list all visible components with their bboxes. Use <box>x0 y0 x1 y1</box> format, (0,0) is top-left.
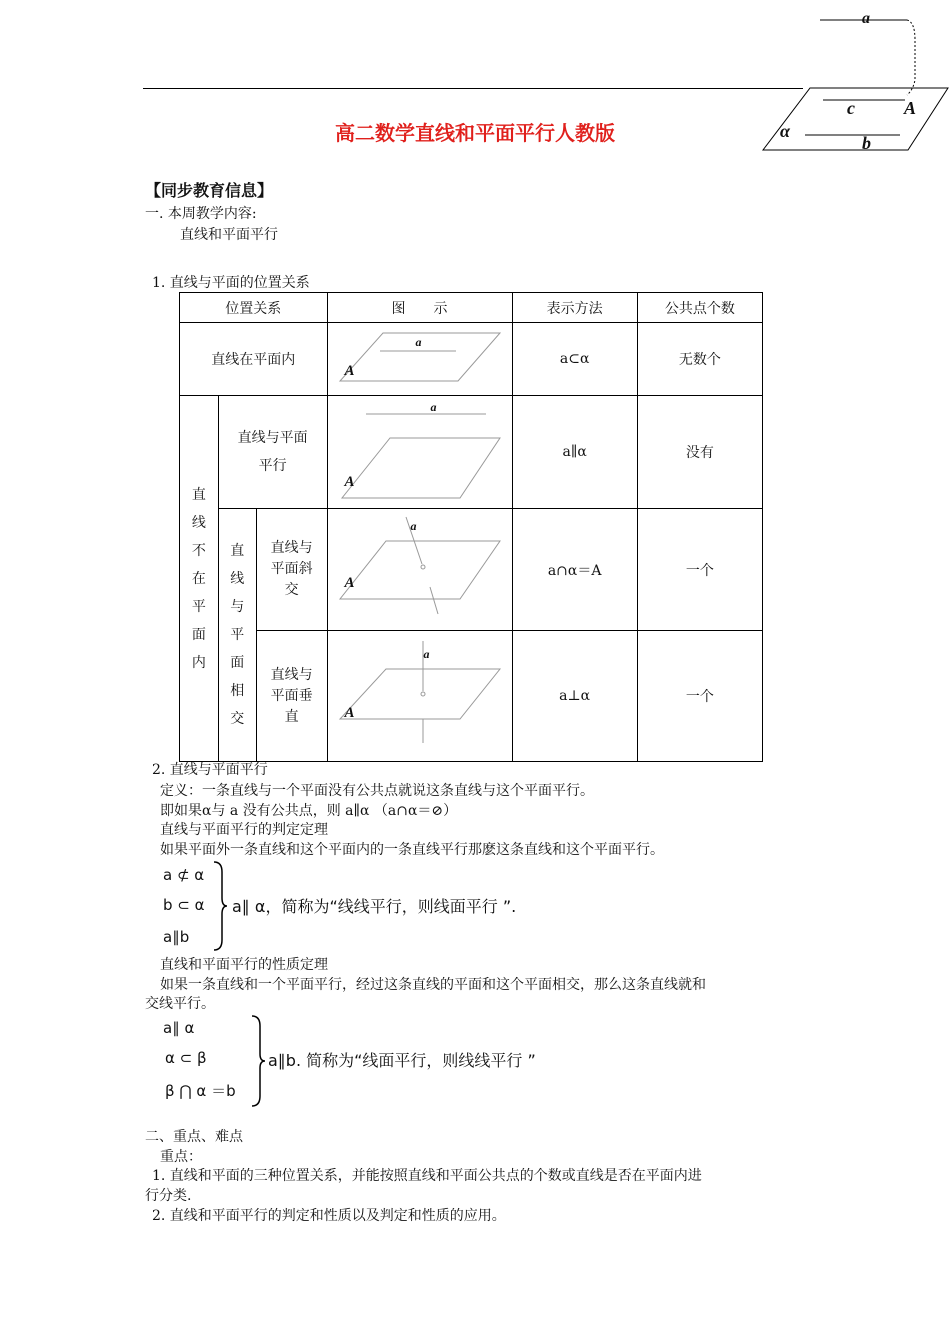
judgement-formula-line3: a∥b <box>163 928 190 946</box>
header-rule <box>143 88 803 89</box>
header-count: 公共点个数 <box>637 293 762 323</box>
figure-cell <box>327 631 512 762</box>
part2-point1-b: 行分类. <box>145 1188 192 1204</box>
property-brace <box>250 1014 266 1108</box>
part2-point1-a: 1. 直线和平面的三种位置关系，并能按照直线和平面公共点的个数或直线是否在平面内进 <box>152 1168 702 1184</box>
section-heading: 【同步教育信息】 <box>145 181 274 200</box>
property-text-2: 交线平行。 <box>145 996 215 1012</box>
subsection2-heading: 2. 直线与平面平行 <box>152 762 268 778</box>
judgement-brace <box>212 860 228 952</box>
header-label-A: A <box>904 98 917 118</box>
property-title: 直线和平面平行的性质定理 <box>160 957 328 973</box>
relation-cell: 直线与 平面斜 交 <box>256 509 327 631</box>
header-label-a: a <box>862 10 870 27</box>
notation-cell: a∩α＝A <box>512 509 637 631</box>
header-label-c: c <box>847 98 855 118</box>
relation-cell: 直线与 平面垂 直 <box>256 631 327 762</box>
property-formula-line3: β ⋂ α ＝b <box>165 1082 236 1100</box>
table-row <box>180 323 763 396</box>
relation-table <box>179 292 763 762</box>
part2-point2: 2. 直线和平面平行的判定和性质以及判定和性质的应用。 <box>152 1208 506 1224</box>
property-formula-line2: α ⊂ β <box>165 1049 207 1067</box>
figure-label-A: A <box>344 575 355 591</box>
header-figure-col: 图 示 <box>327 293 512 323</box>
figure-cell <box>327 323 512 396</box>
header-relation: 位置关系 <box>180 293 328 323</box>
notation-cell: a⊂α <box>512 323 637 396</box>
definition-text: 定义：一条直线与一个平面没有公共点就说这条直线与这个平面平行。 <box>160 783 594 799</box>
relation-cell: 直线在平面内 <box>180 323 328 396</box>
property-formula-line1: a∥ α <box>163 1019 195 1037</box>
part2-sub: 重点： <box>160 1149 202 1165</box>
judgement-text: 如果平面外一条直线和这个平面内的一条直线平行那麽这条直线和这个平面平行。 <box>160 842 664 858</box>
header-label-alpha: α <box>780 121 790 141</box>
judgement-result: a∥ α，简称为“线线平行，则线面平行 ”. <box>232 897 517 916</box>
figure-cell <box>327 509 512 631</box>
figure-label-a: a <box>415 335 422 349</box>
if-line-text: 即如果α与 a 没有公共点，则 a∥α （a∩α＝⊘） <box>160 803 458 819</box>
table-row <box>180 631 763 762</box>
count-cell: 无数个 <box>637 323 762 396</box>
figure-label-A: A <box>344 474 355 490</box>
count-cell: 没有 <box>637 396 762 509</box>
count-cell: 一个 <box>637 631 762 762</box>
table-row <box>180 396 763 509</box>
property-result: a∥b. 简称为“线面平行，则线线平行 ” <box>268 1051 536 1070</box>
count-cell: 一个 <box>637 509 762 631</box>
part2-heading: 二、重点、难点 <box>145 1129 243 1145</box>
figure-label-a: a <box>423 647 430 661</box>
notation-cell: a⊥α <box>512 631 637 762</box>
judgement-formula-line2: b ⊂ α <box>163 896 205 914</box>
relation-cell: 直线与平面 平行 <box>218 396 327 509</box>
page-title: 高二数学直线和平面平行人教版 <box>335 121 615 145</box>
part1-heading: 一. 本周教学内容: <box>145 206 257 222</box>
figure-label-a: a <box>410 519 417 533</box>
table-row <box>180 509 763 631</box>
subsection1-heading: 1. 直线与平面的位置关系 <box>152 275 310 291</box>
header-label-b: b <box>862 133 871 153</box>
judgement-formula-line1: a ⊄ α <box>163 866 205 884</box>
header-notation: 表示方法 <box>512 293 637 323</box>
figure-label-A: A <box>344 705 355 721</box>
judgement-title: 直线与平面平行的判定定理 <box>160 822 328 838</box>
group-label-intersect: 直 线 与 平 面 相 交 <box>218 509 256 762</box>
notation-cell: a∥α <box>512 396 637 509</box>
figure-label-a: a <box>430 400 437 414</box>
figure-cell <box>327 396 512 509</box>
property-text-1: 如果一条直线和一个平面平行，经过这条直线的平面和这个平面相交，那么这条直线就和 <box>160 977 706 993</box>
group-label-not-in-plane: 直 线 不 在 平 面 内 <box>180 396 219 762</box>
figure-label-A: A <box>344 363 355 379</box>
part1-content: 直线和平面平行 <box>180 227 278 243</box>
